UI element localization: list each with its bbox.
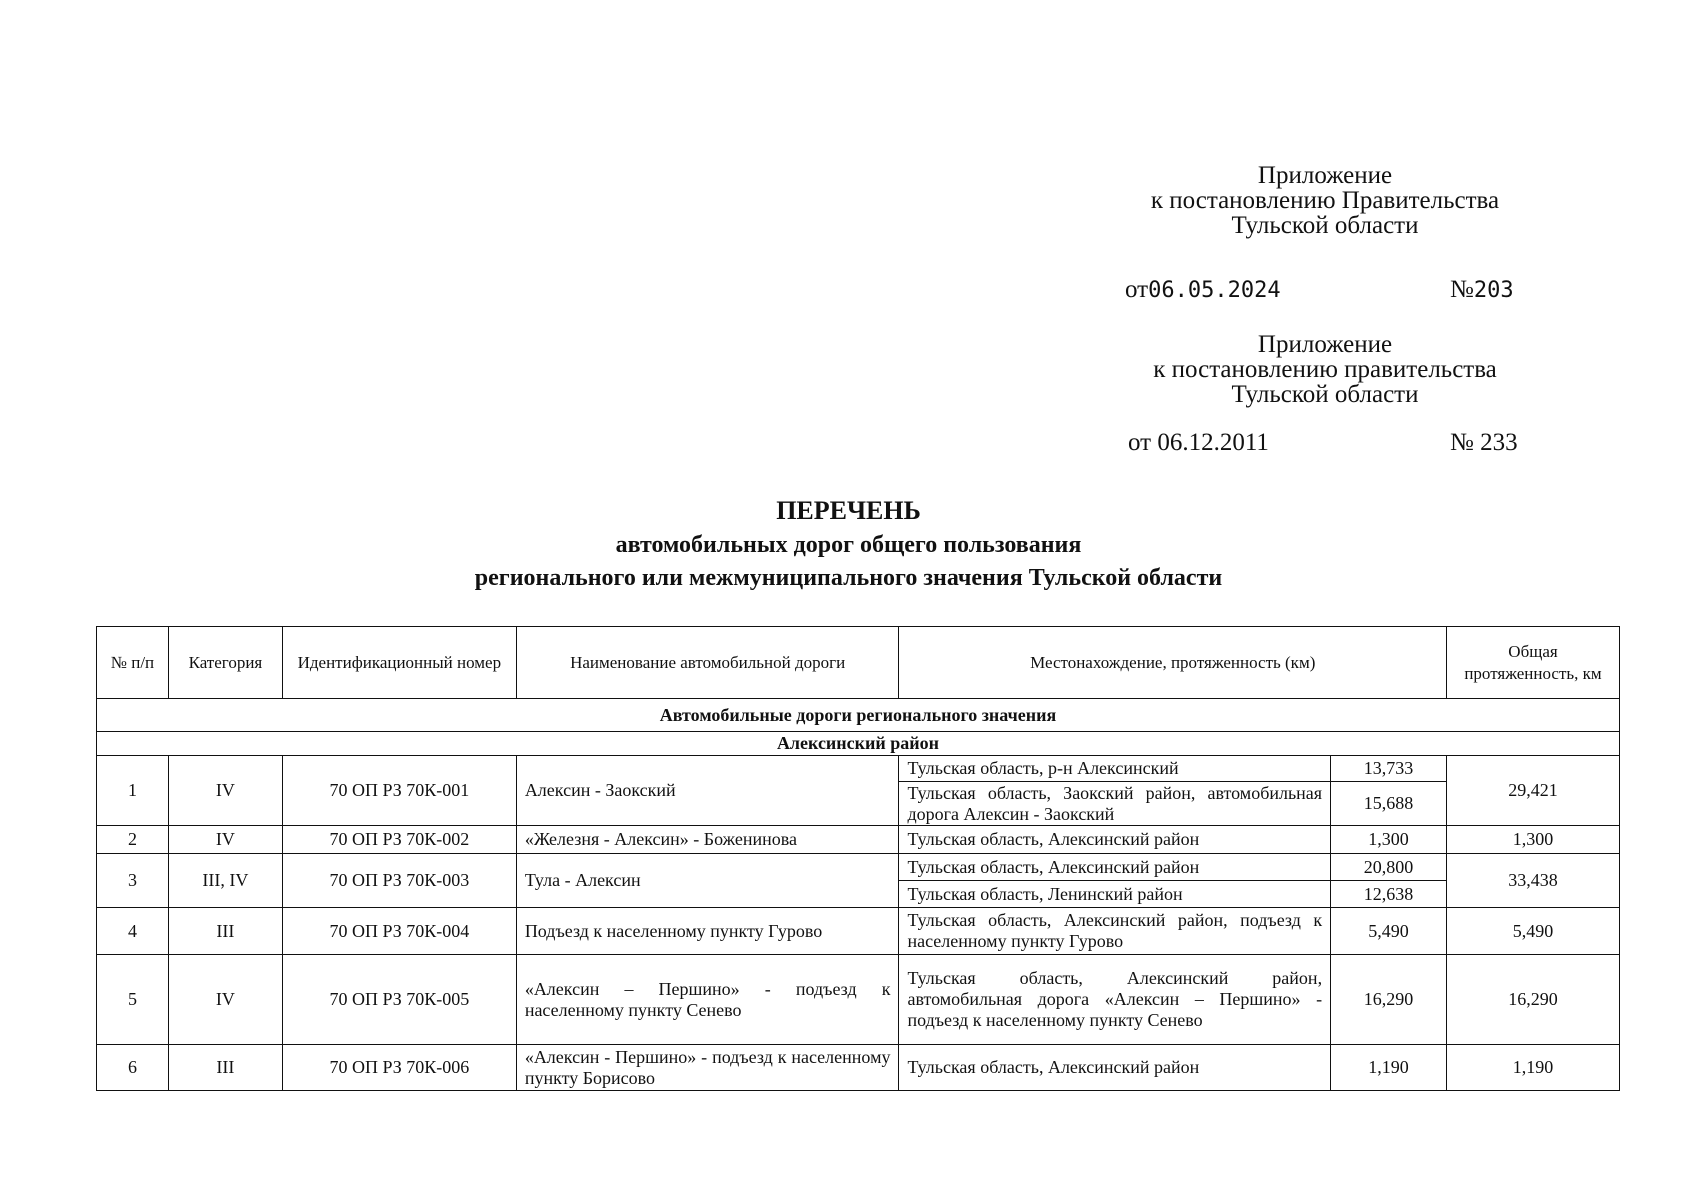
row-id: 70 ОП РЗ 70К-006 xyxy=(282,1045,516,1091)
original-decree-date: от 06.12.2011 xyxy=(1128,429,1269,456)
row-total: 5,490 xyxy=(1447,908,1620,955)
row-id: 70 ОП РЗ 70К-002 xyxy=(282,826,516,854)
row-road-name: Подъезд к населенному пункту Гурово xyxy=(516,908,899,955)
row-id: 70 ОП РЗ 70К-004 xyxy=(282,908,516,955)
row-road-name: «Алексин - Першино» - подъезд к населенному пункту Борисово xyxy=(516,1045,899,1091)
table-row xyxy=(97,826,1620,854)
header-num: № п/п xyxy=(97,627,169,699)
table-row xyxy=(97,955,1620,1045)
section-title: Автомобильные дороги регионального значения xyxy=(97,699,1620,732)
roads-table xyxy=(96,626,1620,1091)
row-category: III, IV xyxy=(168,854,282,908)
number-prefix: № xyxy=(1450,276,1474,303)
row-road-name: Алексин - Заокский xyxy=(516,756,899,826)
appendix-header-current xyxy=(1115,163,1535,238)
row-location: Тульская область, Алексинский район, автомобильная дорога «Алексин – Першино» - подъезд к населенному пункту Сенево xyxy=(899,955,1331,1045)
row-location: Тульская область, Алексинский район xyxy=(899,826,1331,854)
appendix-decree-line: к постановлению Правительства xyxy=(1150,187,1500,214)
row-road-name: «Алексин – Першино» - подъезд к населенному пункту Сенево xyxy=(516,955,899,1045)
row-category: IV xyxy=(168,955,282,1045)
current-decree-date xyxy=(1125,277,1281,304)
appendix-region-line: Тульской области xyxy=(1231,381,1419,408)
header-total: Общая протяженность, км xyxy=(1447,627,1620,699)
row-location: Тульская область, Алексинский район xyxy=(899,854,1331,881)
appendix-decree-line: к постановлению правительства xyxy=(1153,356,1497,383)
row-length: 12,638 xyxy=(1331,881,1447,908)
table-row xyxy=(97,1045,1620,1091)
date-prefix: от xyxy=(1125,276,1149,303)
district-title: Алексинский район xyxy=(97,732,1620,756)
document-subtitle-1: автомобильных дорог общего пользования xyxy=(615,532,1082,558)
table-row xyxy=(97,756,1620,782)
header-location: Местонахождение, протяженность (км) xyxy=(899,627,1447,699)
row-length: 13,733 xyxy=(1331,756,1447,782)
district-row xyxy=(97,732,1620,756)
table-row xyxy=(97,908,1620,955)
row-length: 15,688 xyxy=(1331,782,1447,826)
row-num: 4 xyxy=(97,908,169,955)
row-id: 70 ОП РЗ 70К-005 xyxy=(282,955,516,1045)
row-num: 6 xyxy=(97,1045,169,1091)
row-location: Тульская область, р-н Алексинский xyxy=(899,756,1331,782)
row-length: 5,490 xyxy=(1331,908,1447,955)
row-num: 1 xyxy=(97,756,169,826)
row-location: Тульская область, Алексинский район, подъезд к населенному пункту Гурово xyxy=(899,908,1331,955)
header-id: Идентификационный номер xyxy=(282,627,516,699)
row-length: 20,800 xyxy=(1331,854,1447,881)
row-location: Тульская область, Заокский район, автомобильная дорога Алексин - Заокский xyxy=(899,782,1331,826)
appendix-label: Приложение xyxy=(1257,162,1393,189)
row-category: IV xyxy=(168,756,282,826)
row-id: 70 ОП РЗ 70К-001 xyxy=(282,756,516,826)
row-length: 16,290 xyxy=(1331,955,1447,1045)
row-length: 1,190 xyxy=(1331,1045,1447,1091)
row-road-name: Тула - Алексин xyxy=(516,854,899,908)
row-total: 1,190 xyxy=(1447,1045,1620,1091)
document-title: ПЕРЕЧЕНЬ xyxy=(776,496,921,525)
row-total: 33,438 xyxy=(1447,854,1620,908)
number-value: 203 xyxy=(1473,278,1514,303)
row-total: 16,290 xyxy=(1447,955,1620,1045)
date-value: 06.05.2024 xyxy=(1148,278,1281,303)
row-num: 3 xyxy=(97,854,169,908)
row-location: Тульская область, Алексинский район xyxy=(899,1045,1331,1091)
row-location: Тульская область, Ленинский район xyxy=(899,881,1331,908)
header-category: Категория xyxy=(168,627,282,699)
row-id: 70 ОП РЗ 70К-003 xyxy=(282,854,516,908)
row-num: 5 xyxy=(97,955,169,1045)
row-category: IV xyxy=(168,826,282,854)
row-total: 29,421 xyxy=(1447,756,1620,826)
header-name: Наименование автомобильной дороги xyxy=(516,627,899,699)
current-decree-number xyxy=(1450,277,1514,304)
row-category: III xyxy=(168,908,282,955)
row-length: 1,300 xyxy=(1331,826,1447,854)
row-category: III xyxy=(168,1045,282,1091)
row-road-name: «Железня - Алексин» - Боженинова xyxy=(516,826,899,854)
original-decree-number: № 233 xyxy=(1450,429,1518,456)
table-header-row xyxy=(97,627,1620,699)
row-total: 1,300 xyxy=(1447,826,1620,854)
document-subtitle-2: регионального или межмуниципального значения Тульской области xyxy=(474,565,1223,591)
appendix-region-line: Тульской области xyxy=(1231,212,1419,239)
table-row xyxy=(97,854,1620,881)
section-row xyxy=(97,699,1620,732)
row-num: 2 xyxy=(97,826,169,854)
appendix-label: Приложение xyxy=(1257,331,1393,358)
appendix-header-original xyxy=(1115,332,1535,407)
